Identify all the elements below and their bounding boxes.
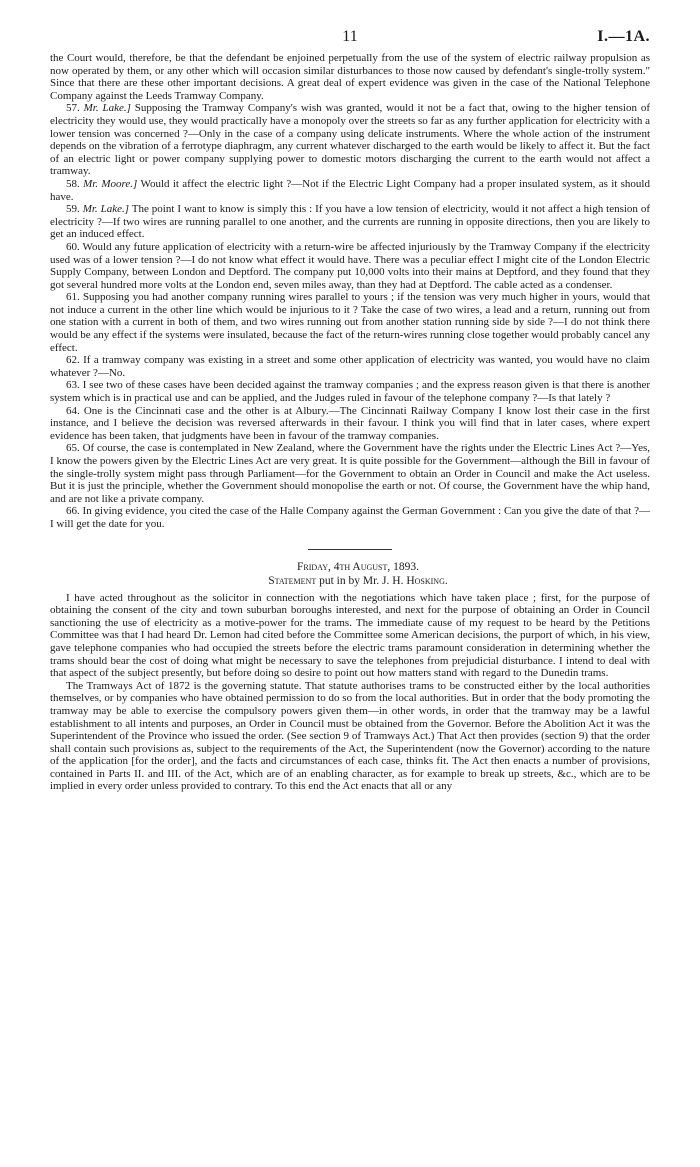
qa-text: Would it affect the electric light ?—Not if the Electric Light Company had a proper insulated system, as it should have.: [50, 177, 650, 203]
qa-text: Would any future application of electricity with a return-wire be affected injuriously by the Tramway Company if the electricity used was of a lower tension ?—I do not know what effect it would have. There was a peculiar effect I might cite of the London Electric Supply Company, between London and Deptford. The company put 10,000 volts into their mains at Deptford, and they found that they got several hundred more volts at the London end, seven miles away, than they had at Deptford. The cable acted as a condenser.: [50, 240, 650, 291]
statement-end: .: [444, 574, 448, 587]
qa-item-58: [50, 178, 650, 203]
page-header: [50, 24, 650, 52]
qa-item-64: [50, 405, 650, 443]
qa-speaker: Mr. Moore.]: [83, 177, 138, 190]
qa-text: The point I want to know is simply this : If you have a low tension of electricity, would it not affect a high tension of electricity ?—If two wires are running parallel to one another, and the currents are running in opposite directions, then you are likely to get an induced effect.: [50, 203, 651, 241]
qa-number: 62.: [66, 354, 80, 367]
qa-number: 60.: [66, 240, 80, 253]
statement-heading: [50, 574, 650, 588]
qa-text: In giving evidence, you cited the case of the Halle Company against the German Government : Can you give the date of that ?—I will get the date for you.: [50, 505, 650, 530]
statement-paragraph-1: I have acted throughout as the solicitor in connection with the negotiations which have taken place ; first, for the purpose of obtaining the consent of the city and town suburban boroughs interested, and next for the purpose of obtaining an Order in Council sanctioning the use of electricity as a motive-power for the trams. The immediate cause of my request to be heard by the Petitions Committee was that I had heard Dr. Lemon had cited before the Committee some American decisions, the purport of which, in his view, gave telephone companies who had occupied the streets before the electric trams paramount consideration in determining whether the trams should bear the cost of doing what might be necessary to save the telephones from prejudicial disturbance. I intend to deal with that aspect of the subject presently, but before doing so desire to point out how matters stand with regard to the Dunedin trams.: [50, 591, 650, 680]
qa-text: Of course, the case is contemplated in New Zealand, where the Government have the rights under the Electric Lines Act ?—Yes, I know the powers given by the Electric Lines Act are very great. It is quite possible for the Government—although the Bill in favour of the single-trolly system might pass through Parliament—for the Government to obtain an Order in Council and make the Act useless. But it is just the principle, whether the Government should monopolise the earth or not. Of course, the Government have the whip hand, and are not like a private company.: [50, 442, 650, 505]
qa-item-65: [50, 442, 650, 505]
qa-number: 61.: [66, 291, 80, 304]
qa-item-63: [50, 379, 650, 404]
statement-rest: put in by Mr. J. H.: [316, 574, 407, 587]
statement-word: Statement: [268, 574, 317, 587]
qa-item-61: [50, 291, 650, 354]
statement-paragraph-2: The Tramways Act of 1872 is the governing statute. That statute authorises trams to be constructed either by the local authorities themselves, or by companies who have obtained permission to do so from the local authorities. But in order that the body promoting the tramway may be able to exercise the compulsory powers given them—in other words, in order that the tramway may be a lawful establishment to all intents and purposes, an Order in Council must be obtained from the Governor. Before the Abolition Act it was the Superintendent of the Province who issued the order. (See section 9 of Tramways Act.) That Act then provides (section 9) that the order shall contain such provisions as, subject to the requirements of the Act, the Superintendent (now the Governor) according to the nature of the application [for the order], and the facts and circumstances of each case, thinks fit. The Act then enacts a number of provisions, contained in Parts II. and III. of the Act, which are of an enabling character, as for example to break up streets, &c., which are to be implied in every order unless provided to contrary. To this end the Act enacts that all or any: [50, 679, 650, 793]
qa-text: One is the Cincinnati case and the other is at Albury.—The Cincinnati Railway Company I know lost their case in the first instance, and I believe the decision was reversed afterwards in their favour. I think you will find that in later cases, where expert evidence has been taken, that judgments have been in favour of the tramway companies.: [50, 404, 650, 442]
qa-item-62: [50, 354, 650, 379]
qa-item-66: [50, 505, 650, 530]
qa-number: 66.: [66, 505, 80, 518]
qa-text: If a tramway company was existing in a street and some other application of electricity was wanted, you would have no claim whatever ?—No.: [50, 354, 650, 379]
qa-item-59: [50, 203, 650, 241]
qa-number: 65.: [66, 442, 80, 455]
section-divider: [308, 549, 392, 550]
qa-number: 57.: [66, 102, 80, 115]
qa-speaker: Mr. Lake.]: [82, 203, 130, 216]
qa-text: Supposing the Tramway Company's wish was granted, would it not be a fact that, owing to the higher tension of electricity they would use, they would practically have a monopoly over the streets so far as any further application for electricity with a lower tension was concerned ?—Only in the case of a company using delicate instruments. Where the whole action of the instrument depends on the vibration of a ferrotype diaphragm, any current whatever discharged to the earth would be likely to affect it. But the fact of an electric light or power company supplying power to domestic motors discharging the current to the earth would not affect a tramway.: [50, 102, 651, 178]
qa-number: 58.: [66, 177, 80, 190]
qa-text: I see two of these cases have been decided against the tramway companies ; and the express reason given is that there is another system which is in practical use and can be applied, and the Judges ruled in favour of the telephone company ?—Is that lately ?: [50, 379, 650, 405]
section-date: Friday, 4th August, 1893.: [297, 560, 419, 573]
qa-number: 59.: [66, 203, 80, 216]
continuation-paragraph: the Court would, therefore, be that the defendant be enjoined perpetually from the use of the system of electric railway propulsion as now operated by them, or any other which will occasion similar disturbances to those now caused by defendant's single-trolly system." Since that there are these other important decisions. A great deal of expert evidence was given in the case of the National Telephone Company against the Leeds Tramway Company.: [50, 52, 650, 102]
page-number: 11: [342, 28, 358, 45]
qa-item-60: [50, 241, 650, 291]
qa-text: Supposing you had another company running wires parallel to yours ; if the tension was very much higher in yours, would that not induce a current in the other line which would be injurious to it ? Take the case of two wires, a lead and a return, running out from one station with a current in both of them, and two wires running out from another station running side by side ?—I do not think there would be any effect if the systems were insulated, because the fact of the return-wires running close together would probably cancel any effect.: [50, 291, 650, 354]
qa-number: 64.: [66, 404, 80, 417]
document-body: [50, 52, 650, 793]
qa-speaker: Mr. Lake.]: [83, 102, 131, 115]
document-reference: I.—1A.: [597, 28, 650, 45]
qa-number: 63.: [66, 379, 80, 392]
qa-item-57: [50, 102, 650, 178]
statement-name: Hosking: [406, 574, 445, 587]
